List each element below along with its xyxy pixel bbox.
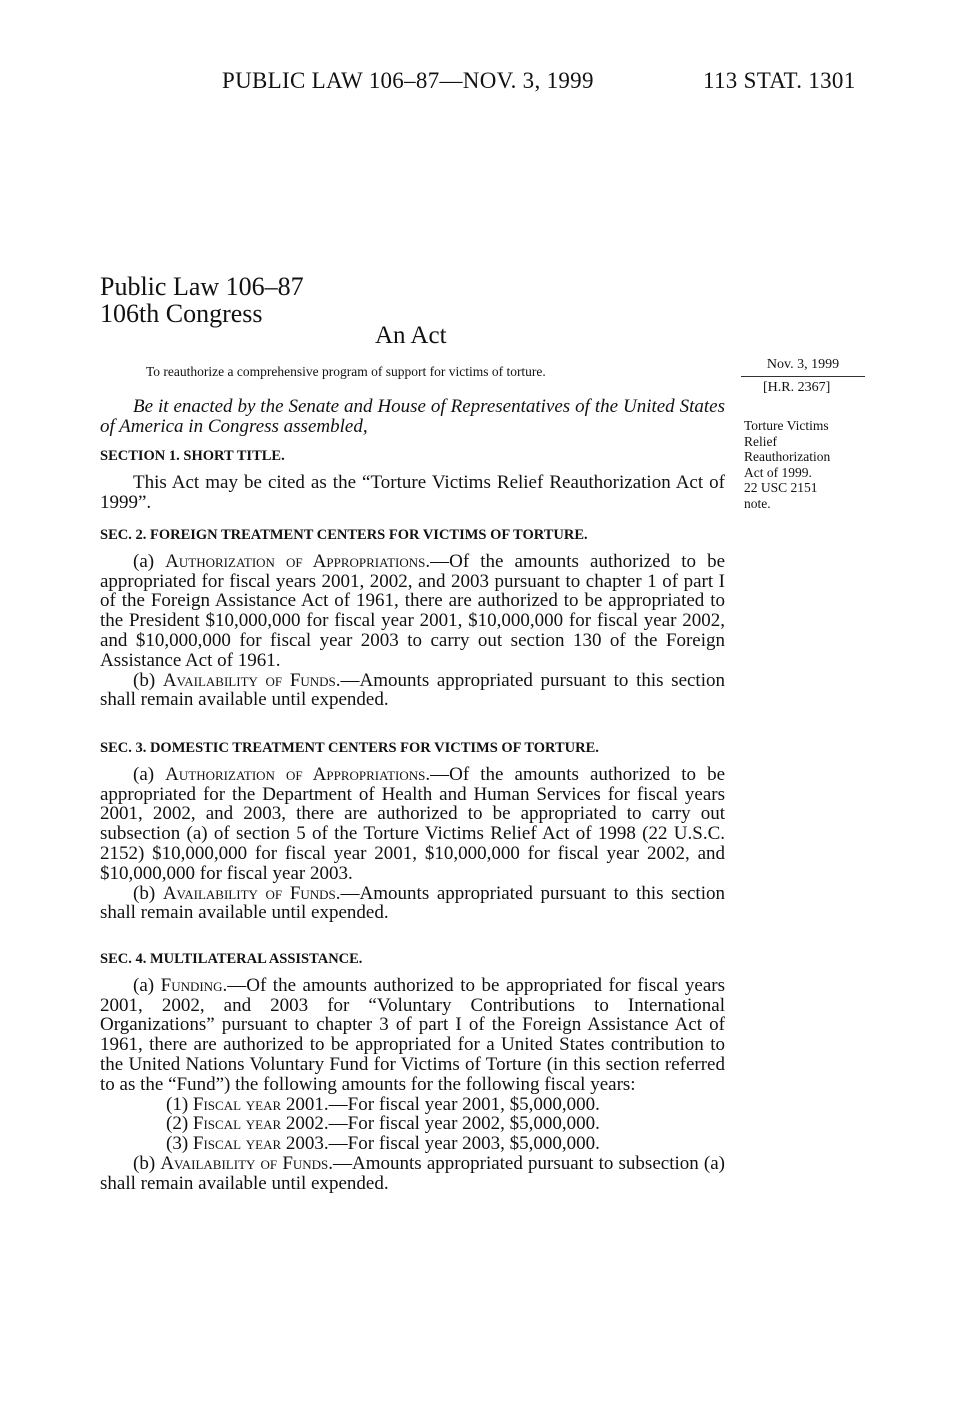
bill-number: [H.R. 2367] (763, 380, 831, 395)
act-title: An Act (375, 322, 447, 349)
subsection-b (100, 671, 725, 711)
item-caption: Fiscal year 2001. (192, 1093, 329, 1115)
subsection-caption: Availability of Funds. (162, 882, 341, 904)
item-label: (3) (166, 1133, 193, 1155)
item-text: —For fiscal year 2002, $5,000,000. (328, 1113, 600, 1135)
item-label: (1) (166, 1093, 193, 1115)
margin-note-line: Relief (744, 433, 777, 449)
enacting-clause: Be it enacted by the Senate and House of Representatives of the United States of America in Congress assembled, (100, 396, 725, 437)
section-heading: SEC. 2. FOREIGN TREATMENT CENTERS FOR VICTIMS OF TORTURE. (100, 527, 588, 543)
paragraph-item (100, 1134, 725, 1154)
subsection-caption: Availability of Funds. (160, 1152, 334, 1174)
enacting-clause-block (100, 397, 725, 437)
margin-note-line: Reauthorization (744, 449, 831, 464)
subsection-label: (a) (133, 550, 166, 572)
margin-note-line: Act of 1999. (744, 464, 812, 480)
subsection-text: —Amounts appropriated pursuant to this section shall remain available until expended. (100, 882, 725, 924)
section-2 (100, 526, 725, 710)
subsection-label: (b) (133, 669, 163, 691)
item-caption: Fiscal year 2003. (192, 1133, 329, 1155)
subsection-b (100, 1154, 725, 1194)
margin-date-block (741, 356, 865, 397)
item-label: (2) (166, 1113, 193, 1135)
subsection-caption: Availability of Funds. (162, 669, 341, 691)
subsection-label: (a) (133, 974, 161, 996)
section-4 (100, 950, 725, 1194)
subsection-a (100, 976, 725, 1095)
subsection-text: —Amounts appropriated pursuant to this section shall remain available until expended. (100, 669, 725, 711)
subsection-a (100, 765, 725, 884)
margin-note-line: Torture Victims (744, 418, 829, 433)
paragraph-item (100, 1114, 725, 1134)
section-1 (100, 447, 725, 512)
margin-note (744, 418, 859, 511)
law-number: Public Law 106–87 (100, 272, 304, 301)
subsection-caption: Authorization of Appropriations. (165, 763, 431, 785)
section-heading: SECTION 1. SHORT TITLE. (100, 448, 285, 464)
item-text: —For fiscal year 2003, $5,000,000. (328, 1133, 600, 1155)
subsection-label: (b) (133, 1152, 161, 1174)
subsection-label: (a) (133, 763, 166, 785)
enactment-date: Nov. 3, 1999 (766, 357, 840, 372)
subsection-caption: Authorization of Appropriations. (165, 550, 431, 572)
margin-note-line: note. (744, 495, 771, 511)
subsection-text: —Amounts appropriated pursuant to subsection (a) shall remain available until expended. (100, 1152, 725, 1194)
paragraph-item (100, 1095, 725, 1115)
running-header: PUBLIC LAW 106–87—NOV. 3, 1999 (222, 68, 594, 93)
subsection-b (100, 884, 725, 924)
act-purpose: To reauthorize a comprehensive program of support for victims of torture. (146, 364, 546, 379)
margin-note-line: 22 USC 2151 (744, 480, 818, 495)
subsection-caption: Funding. (160, 974, 228, 996)
subsection-text: —Of the amounts authorized to be appropriated for fiscal years 2001, 2002, and 2003 pursuant to chapter 1 of part I of the Foreign Assistance Act of 1961, there are authorized to be appropriated to the President $10,000,000 for fiscal year 2001, $10,000,000 for fiscal year 2002, and $10,000,000 for fiscal year 2003 to carry out section 130 of the Foreign Assistance Act of 1961. (100, 550, 725, 671)
item-text: —For fiscal year 2001, $5,000,000. (328, 1093, 600, 1115)
section-heading: SEC. 4. MULTILATERAL ASSISTANCE. (100, 951, 363, 967)
congress: 106th Congress (100, 299, 263, 328)
item-caption: Fiscal year 2002. (192, 1113, 329, 1135)
margin-rule (741, 376, 865, 377)
subsection-text: —Of the amounts authorized to be appropriated for fiscal years 2001, 2002, and 2003 for “Voluntary Contributions to International Organizations” pursuant to chapter 3 of part I of the Foreign Assistance Act of 1961, there are authorized to be appropriated for a United States contribution to the United Nations Voluntary Fund for Victims of Torture (in this section referred to as the “Fund”) the following amounts for the following fiscal years: (100, 974, 725, 1095)
subsection-a (100, 552, 725, 671)
subsection-label: (b) (133, 882, 163, 904)
section-text: This Act may be cited as the “Torture Victims Relief Reauthorization Act of 1999”. (100, 471, 725, 513)
section-heading: SEC. 3. DOMESTIC TREATMENT CENTERS FOR VICTIMS OF TORTURE. (100, 740, 599, 756)
section-3 (100, 739, 725, 923)
subsection-text: —Of the amounts authorized to be appropriated for the Department of Health and Human Services for fiscal years 2001, 2002, and 2003, there are authorized to be appropriated to carry out subsection (a) of section 5 of the Torture Victims Relief Act of 1998 (22 U.S.C. 2152) $10,000,000 for fiscal year 2001, $10,000,000 for fiscal year 2002, and $10,000,000 for fiscal year 2003. (100, 763, 725, 884)
page-citation: 113 STAT. 1301 (703, 68, 856, 93)
